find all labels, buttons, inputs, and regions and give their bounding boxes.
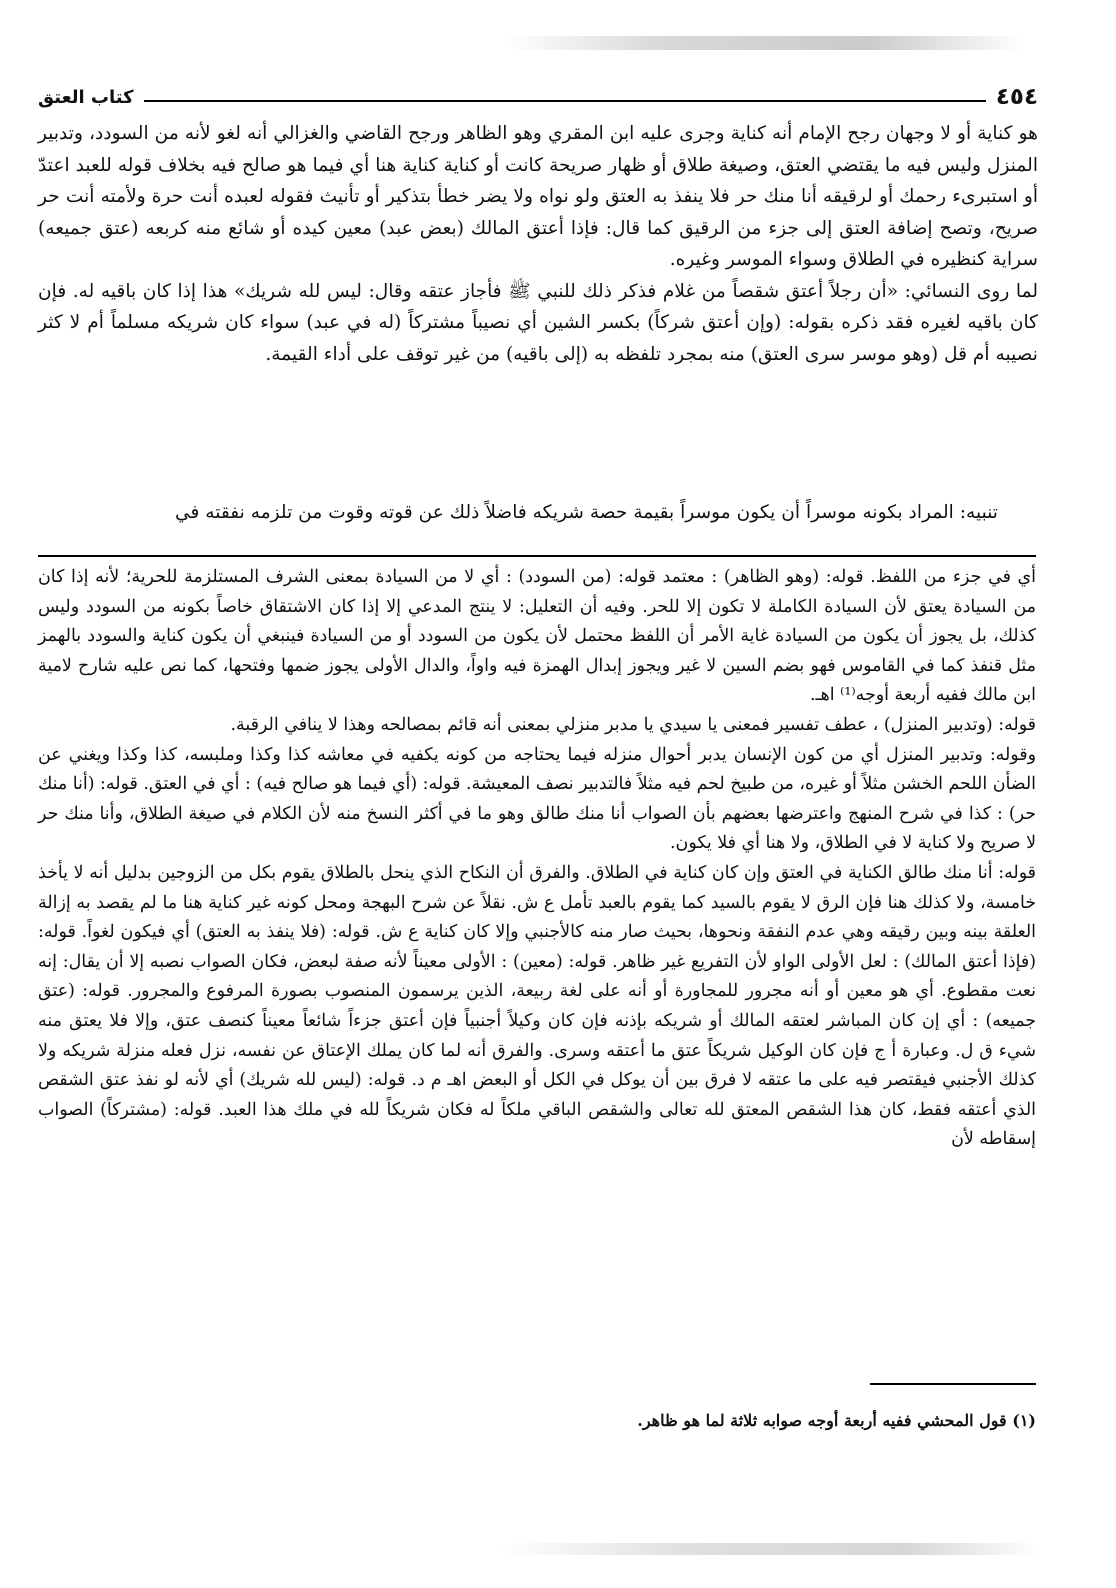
scan-artifact-top xyxy=(505,36,1025,50)
commentary-notes xyxy=(38,563,1036,1155)
book-title: كتاب العتق xyxy=(38,86,134,108)
note-paragraph: أي في جزء من اللفظ. قوله: (وهو الظاهر) : معتمد قوله: (من السودد) : أي لا من السيادة بمعنى الشرف المستلزمة للحرية؛ لأنه إذا كان من السيادة يعتق لأن السيادة الكاملة لا تكون إلا للحر. وفيه أن التعليل: لا ينتج المدعي إلا إذا كان الاشتقاق خاصاً بكونه من السودد وليس كذلك، بل يجوز أن يكون من السيادة غاية الأمر أن اللفظ محتمل لأن يكون من السودد أو من السيادة فينبغي أن يكون كناية والسودد بالهمز مثل قنفذ كما في القاموس فهو بضم السين لا غير ويجوز إبدال الهمزة فيه واواً، والدال الأولى يجوز ضمها وفتحها، كما نص عليه شارح لامية ابن مالك ففيه أربعة أوجه⁽¹⁾ اهـ. xyxy=(38,567,1036,706)
page-header xyxy=(38,82,1038,112)
tanbih-text: تنبيه: المراد بكونه موسراً أن يكون موسراً بقيمة حصة شريكه فاضلاً ذلك عن قوته وقوت من تلزمه نفقته في xyxy=(174,502,998,523)
note-paragraph: قوله: أنا منك طالق الكناية في العتق وإن كان كناية في الطلاق. والفرق أن النكاح الذي ينحل بالطلاق يقوم بكل من الزوجين بدليل أنه لا يأخذ خامسة، ولا كذلك هنا فإن الرق لا يقوم بالسيد كما يقوم بالعبد تأمل ع ش. نقلاً عن شرح البهجة ومحل كونه غير كناية هنا ما لم يقصد به إزالة العلقة بينه وبين رقيقه وهي عدم النفقة ونحوها، بحيث صار منه كالأجنبي وإلا كان كناية ع ش. قوله: (فلا ينفذ به العتق) أي فيكون لغواً. قوله: (فإذا أعتق المالك) : لعل الأولى الواو لأن التفريع غير ظاهر. قوله: (معين) : الأولى معيناً لأنه صفة لبعض، فكان الصواب نصبه إلا أن يقال: إنه نعت مقطوع. أي هو معين أو أنه مجرور للمجاورة أو أنه على لغة ربيعة، الذين يرسمون المنصوب بصورة المرفوع والمجرور. قوله: (عتق جميعه) : أي إن كان المباشر لعتقه المالك أو شريكه بإذنه فإن كان وكيلاً أجنبياً فإن أعتق جزءاً شائعاً معيناً كنصف عتق، وإلا فلا يعتق منه شيء ق ل. وعبارة أ ج فإن كان الوكيل شريكاً عتق ما أعتقه وسرى. والفرق أنه لما كان يملك الإعتاق عن نفسه، نزل فعله منزلة شريكه ولا كذلك الأجنبي فيقتصر فيه على ما عتقه لا فرق بين أن يوكل في الكل أو البعض اهـ م د. قوله: (ليس لله شريك) أي لأنه لو نفذ عتق الشقص الذي أعتقه فقط، كان هذا الشقص المعتق لله تعالى والشقص الباقي ملكاً له فكان شريكاً لله في ملك هذا العبد. قوله: (مشتركاً) الصواب إسقاطه لأن xyxy=(38,862,1036,1150)
scan-artifact-bottom xyxy=(500,1543,1040,1555)
footnote xyxy=(38,1408,1036,1434)
header-rule xyxy=(144,100,986,102)
footnote-divider xyxy=(870,1383,1036,1385)
main-text xyxy=(38,118,1038,370)
main-paragraph: لما روى النسائي: «أن رجلاً أعتق شقصاً من غلام فذكر ذلك للنبي ﷺ فأجاز عتقه وقال: ليس لله شريك» هذا إذا كان باقيه له. فإن كان باقيه لغيره فقد ذكره بقوله: (وإن أعتق شركاً) بكسر الشين أي نصيباً مشتركاً (له في عبد) سواء كان شريكه مسلماً أم لا كثر نصيبه أم قل (وهو موسر سرى العتق) منه بمجرد تلفظه به (إلى باقيه) من غير توقف على أداء القيمة. xyxy=(38,280,1038,365)
commentary-divider xyxy=(38,555,1036,557)
note-paragraph: وقوله: وتدبير المنزل أي من كون الإنسان يدبر أحوال منزله فيما يحتاجه من كونه يكفيه في معاشه كذا وكذا وملبسه، كذا وكذا ويغني عن الضأن اللحم الخشن مثلاً أو غيره، من طبيخ لحم فيه مثلاً فالتدبير نصف المعيشة. قوله: (أي فيما هو صالح فيه) : أي في العتق. قوله: (أنا منك حر) : كذا في شرح المنهج واعترضها بعضهم بأن الصواب أنا منك طالق وهو ما في أكثر النسخ منه لأن الكلام في صيغة الطلاق، وأنا منك حر لا صريح ولا كناية لا في الطلاق، ولا هنا أي فلا يكون. xyxy=(38,744,1036,854)
note-paragraph: قوله: (وتدبير المنزل) ، عطف تفسير فمعنى يا سيدي يا مدبر منزلي بمعنى أنه قائم بمصالحه وهذا لا ينافي الرقبة. xyxy=(230,714,1036,735)
tanbih-note xyxy=(38,497,998,529)
footnote-text: (١) قول المحشي ففيه أربعة أوجه صوابه ثلاثة لما هو ظاهر. xyxy=(637,1411,1036,1430)
main-paragraph: هو كناية أو لا وجهان رجح الإمام أنه كناية وجرى عليه ابن المقري وهو الظاهر ورجح القاضي والغزالي أنه لغو لأنه من السودد، وتدبير المنزل وليس فيه ما يقتضي العتق، وصيغة طلاق أو ظهار صريحة كانت أو كناية كناية هنا أي فيما هو صالح فيه بخلاف قوله للعبد اعتدّ أو استبرىء رحمك أو لرقيقه أنا منك حر فلا ينفذ به العتق ولو نواه ولا يضر خطأ بتذكير أو تأنيث فقوله لعبده أنت حرة ولأمته أنت حر صريح، وتصح إضافة العتق إلى جزء من الرقيق كما قال: فإذا أعتق المالك (بعض عبد) معين كيده أو شائع منه كربعه (عتق جميعه) سراية كنظيره في الطلاق وسواء الموسر وغيره. xyxy=(38,123,1038,270)
page-number: ٤٥٤ xyxy=(995,84,1038,110)
